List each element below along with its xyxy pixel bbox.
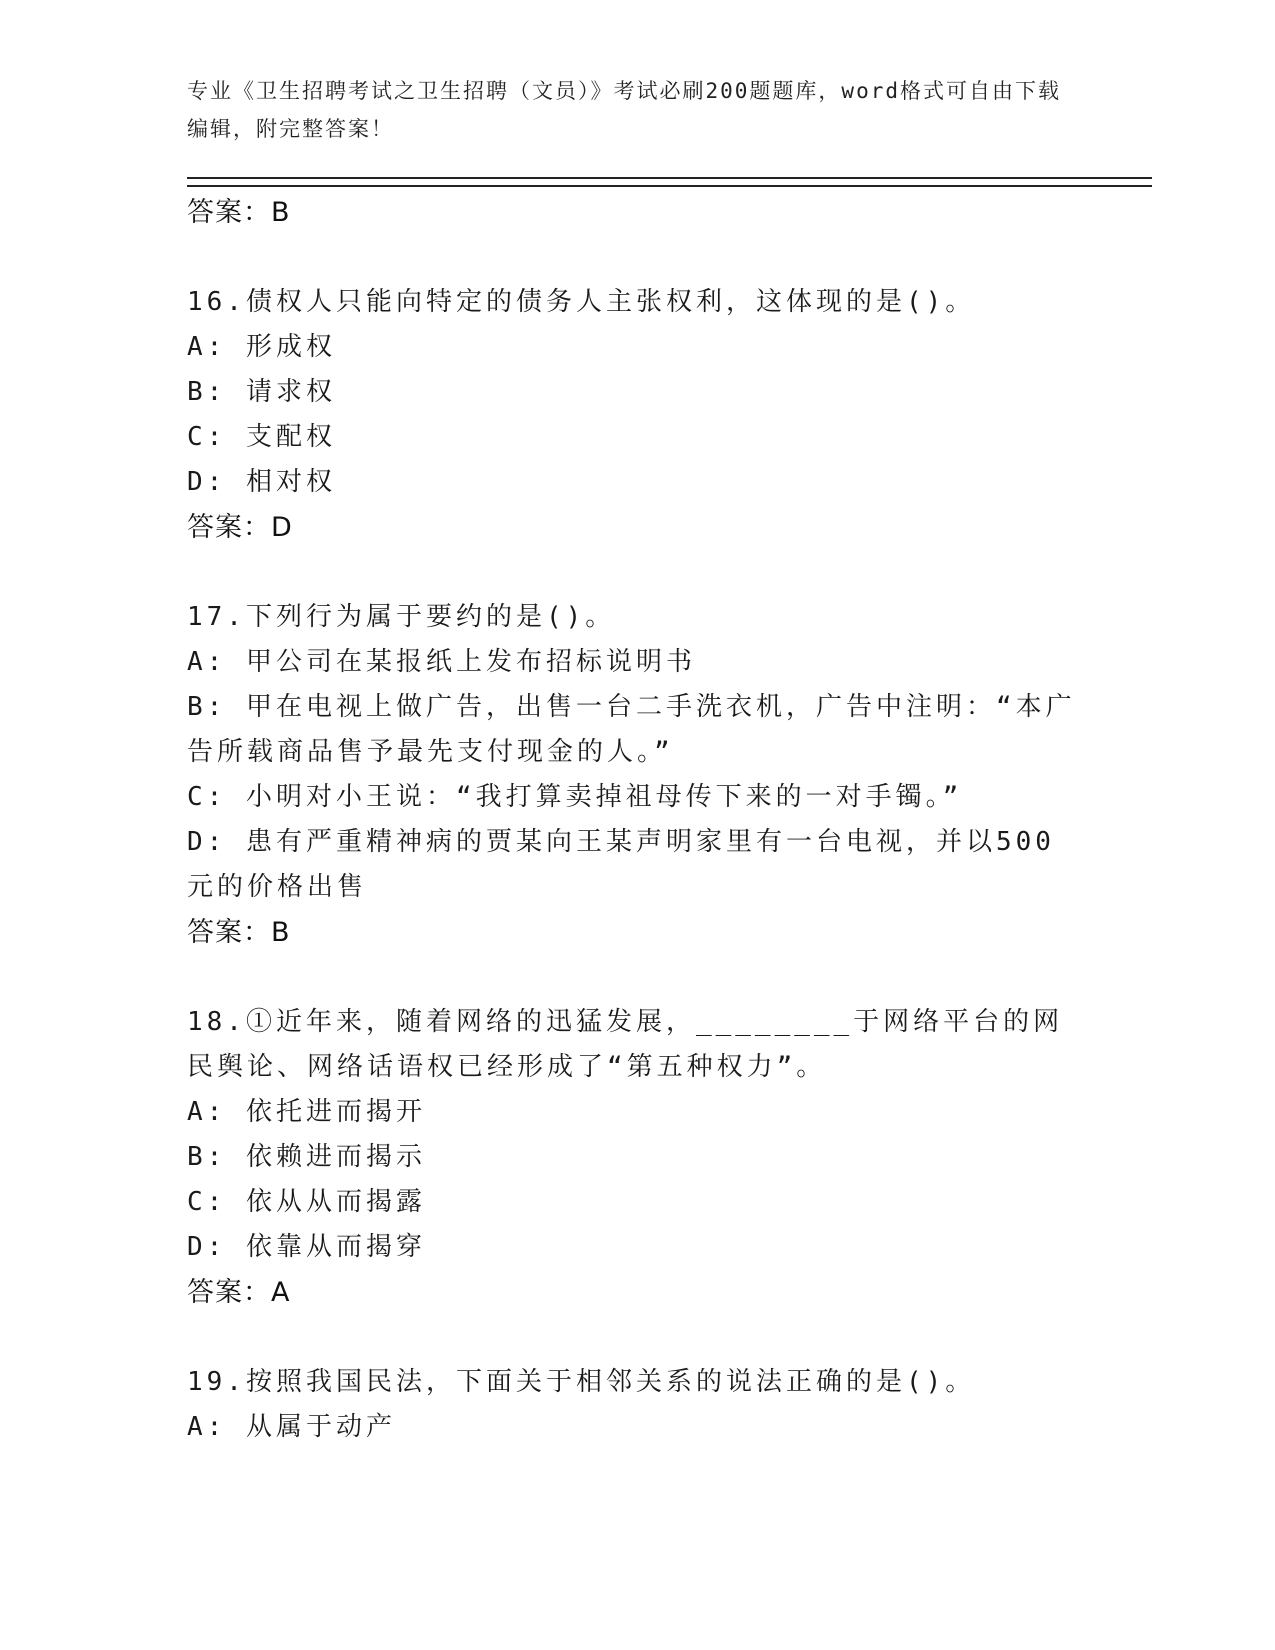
option-c: C: 支配权 <box>187 422 336 452</box>
question-stem: 18.①近年来，随着网络的迅猛发展，________于网络平台的网民舆论、网络话语权已经形成了“第五种权力”。 <box>187 1007 1064 1082</box>
answer-label: 答案： <box>187 1277 271 1308</box>
answer-label: 答案： <box>187 917 271 948</box>
option-c: C: 小明对小王说：“我打算卖掉祖母传下来的一对手镯。” <box>187 782 963 812</box>
option-b: B: 依赖进而揭示 <box>187 1142 426 1172</box>
spacer <box>187 956 1077 1000</box>
answer-value: A <box>271 1277 291 1308</box>
spacer <box>187 551 1077 595</box>
option-a: A: 甲公司在某报纸上发布招标说明书 <box>187 647 696 677</box>
option-d: D: 患有严重精神病的贾某向王某声明家里有一台电视，并以500元的价格出售 <box>187 827 1055 902</box>
answer-line <box>187 1270 1077 1316</box>
question-stem: 19.按照我国民法，下面关于相邻关系的说法正确的是()。 <box>187 1367 976 1397</box>
answer-line <box>187 505 1077 551</box>
answer-line <box>187 190 1077 236</box>
answer-value: B <box>271 197 291 228</box>
option-a: A: 依托进而揭开 <box>187 1097 426 1127</box>
option-d: D: 依靠从而揭穿 <box>187 1232 426 1262</box>
question-block <box>187 595 1077 956</box>
option-d: D: 相对权 <box>187 467 336 497</box>
question-list <box>187 190 1077 1450</box>
question-block <box>187 1000 1077 1316</box>
answer-line <box>187 910 1077 956</box>
answer-value: D <box>271 512 293 543</box>
question-block <box>187 1360 1077 1450</box>
header-double-rule <box>187 177 1152 187</box>
option-c: C: 依从从而揭露 <box>187 1187 426 1217</box>
document-header: 专业《卫生招聘考试之卫生招聘（文员）》考试必刷200题题库，word格式可自由下载编辑，附完整答案！ <box>187 79 1061 141</box>
question-stem: 17.下列行为属于要约的是()。 <box>187 602 616 632</box>
question-block <box>187 280 1077 551</box>
option-b: B: 甲在电视上做广告，出售一台二手洗衣机，广告中注明：“本广告所载商品售予最先支付现金的人。” <box>187 692 1076 767</box>
answer-label: 答案： <box>187 197 271 228</box>
answer-label: 答案： <box>187 512 271 543</box>
answer-value: B <box>271 917 291 948</box>
option-a: A: 形成权 <box>187 332 336 362</box>
option-b: B: 请求权 <box>187 377 336 407</box>
question-stem: 16.债权人只能向特定的债务人主张权利，这体现的是()。 <box>187 287 976 317</box>
spacer <box>187 1316 1077 1360</box>
option-a: A: 从属于动产 <box>187 1412 396 1442</box>
spacer <box>187 236 1077 280</box>
